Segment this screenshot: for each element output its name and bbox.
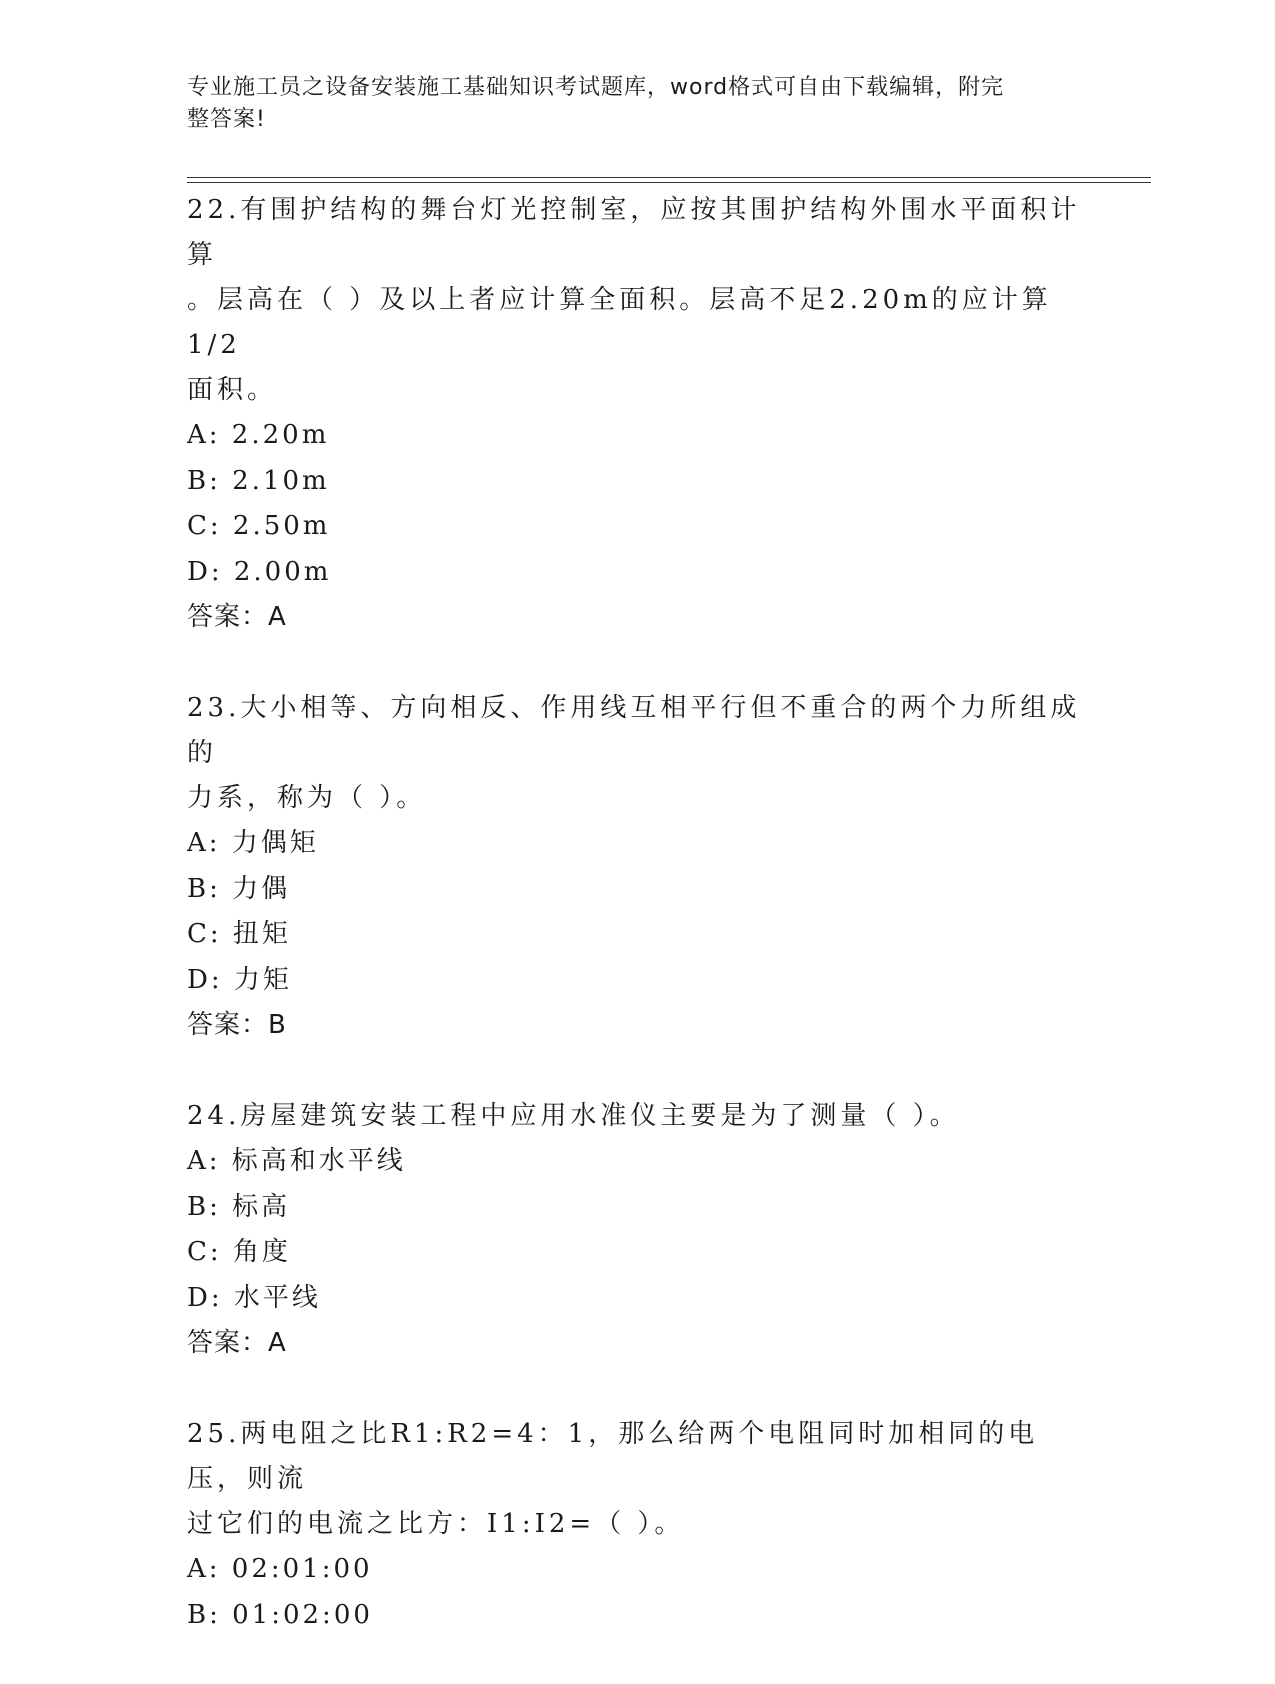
question-text-line: 22.有围护结构的舞台灯光控制室，应按其围护结构外围水平面积计算 (187, 195, 1081, 270)
answer-line: 答案：A (187, 1328, 287, 1358)
option-d: D: 力矩 (187, 964, 292, 995)
option-c: C: 角度 (187, 1237, 291, 1267)
option-d: D: 2.00m (187, 556, 332, 587)
header-divider-bottom (187, 182, 1151, 183)
answer-line: 答案：B (187, 1010, 287, 1040)
option-d: D: 水平线 (187, 1282, 321, 1313)
option-c: C: 扭矩 (187, 919, 291, 949)
option-a: A: 力偶矩 (187, 828, 319, 858)
option-a: A: 02:01:00 (187, 1554, 373, 1584)
option-b: B: 2.10m (187, 465, 330, 496)
question-text-line: 过它们的电流之比方：I1:I2=（ ）。 (187, 1509, 685, 1539)
option-a: A: 标高和水平线 (187, 1146, 406, 1176)
question-text-line: 25.两电阻之比R1:R2=4：1，那么给两个电阻同时加相同的电压，则流 (187, 1419, 1039, 1494)
option-c: C: 2.50m (187, 511, 331, 541)
document-header (187, 72, 1067, 136)
option-b: B: 标高 (187, 1191, 291, 1222)
question-text-line: 23.大小相等、方向相反、作用线互相平行但不重合的两个力所组成的 (187, 693, 1081, 768)
header-line-2: 整答案! (187, 107, 266, 132)
question-text-line: 。层高在（ ）及以上者应计算全面积。层高不足2.20m的应计算1/2 (187, 285, 1052, 360)
answer-line: 答案：A (187, 602, 287, 632)
option-b: B: 力偶 (187, 873, 291, 904)
question-text-line: 面积。 (187, 375, 278, 405)
question-text-line: 24.房屋建筑安装工程中应用水准仪主要是为了测量（ ）。 (187, 1101, 960, 1131)
question-22 (187, 188, 1087, 640)
header-divider-top (187, 177, 1151, 178)
question-25 (187, 1412, 1087, 1638)
option-a: A: 2.20m (187, 420, 330, 450)
question-list (187, 188, 1087, 1684)
question-24 (187, 1094, 1087, 1366)
option-b: B: 01:02:00 (187, 1599, 373, 1630)
question-23 (187, 686, 1087, 1048)
header-line-1: 专业施工员之设备安装施工基础知识考试题库，word格式可自由下载编辑，附完 (187, 75, 1005, 100)
question-text-line: 力系，称为（ ）。 (187, 783, 427, 813)
